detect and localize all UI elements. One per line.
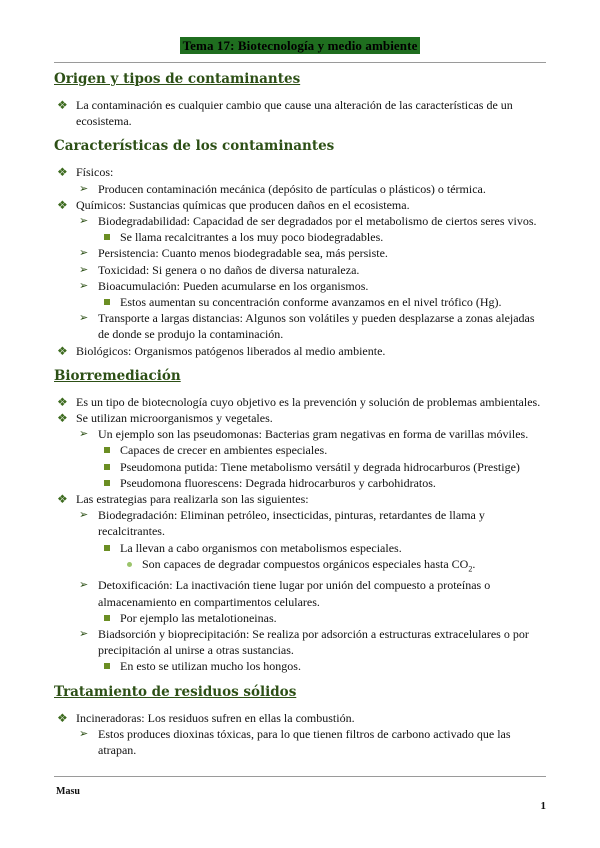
arrowhead-icon: ➢ xyxy=(79,263,89,276)
list-item: ➢ Biodegradabilidad: Capacidad de ser degradados por el metabolismo de ciertos seres vivos. Se llama recalcitrantes a los muy poco biodegradables. xyxy=(76,213,548,245)
top-divider xyxy=(54,62,546,63)
arrowhead-icon: ➢ xyxy=(79,312,89,325)
page-title: Tema 17: Biotecnología y medio ambiente xyxy=(180,37,421,54)
list-item: Estos aumentan su concentración conforme avanzamos en el nivel trófico (Hg). xyxy=(98,294,548,310)
list xyxy=(54,97,548,129)
footer-author: Masu xyxy=(56,786,80,797)
square-icon xyxy=(104,480,110,486)
document-body xyxy=(54,71,548,758)
circle-icon xyxy=(127,562,132,567)
list-item: ❖ Físicos: ➢ Producen contaminación mecánica (depósito de partículas o plásticos) o térmica. xyxy=(54,164,548,196)
arrowhead-icon: ➢ xyxy=(79,247,89,260)
page-number: 1 xyxy=(540,800,546,812)
list-item: ❖ Es un tipo de biotecnología cuyo objetivo es la prevención y solución de problemas ambientales. xyxy=(57,394,541,409)
bottom-divider xyxy=(54,776,546,777)
list-item: ➢ Biadsorción y bioprecipitación: Se realiza por adsorción a estructuras extracelulares o por precipitación al unirse a otras sustancias. En esto se utilizan mucho los hongos. xyxy=(76,626,548,675)
arrowhead-icon: ➢ xyxy=(79,579,89,592)
list xyxy=(54,164,548,358)
list-item: Capaces de crecer en ambientes especiales. xyxy=(98,442,548,458)
square-icon xyxy=(104,615,110,621)
list-item: Son capaces de degradar compuestos orgánicos especiales hasta $CO_2$. xyxy=(120,556,548,578)
square-icon xyxy=(104,464,110,470)
list-item: ❖ Las estrategias para realizarla son las siguientes: ➢ Biodegradación: Eliminan petróleo, insecticidas, pinturas, retardantes de llama y recalcitrantes. La llevan a cabo organismos con metabolismos especiales. Son capaces de degradar compuestos orgánicos especiales hasta $CO_2$. ➢ Detoxificación: La inactivación tiene lugar por unión del compuesto a proteínas o almacenamiento en compartimentos celulares. Por ejemplo las metalotioneinas. ➢ Biadsorción y bioprecipitación: Se realiza por adsorción a estructuras extracelulares o por precipitación al unirse a otras sustancias. En esto se utilizan mucho los hongos. xyxy=(54,491,548,675)
header xyxy=(0,37,600,55)
list-item: ❖ Biológicos: Organismos patógenos liberados al medio ambiente. xyxy=(57,343,386,358)
list-item: ❖ Químicos: Sustancias químicas que producen daños en el ecosistema. ➢ Biodegradabilidad: Capacidad de ser degradados por el metabolismo de ciertos seres vivos. Se llama recalcitrantes a los muy poco biodegradables. ➢ Persistencia: Cuanto menos biodegradable sea, más persiste. ➢ Toxicidad: Si genera o no daños de diversa naturaleza. ➢ Bioacumulación: Pueden acumularse en los organismos. Estos aumentan su concentración conforme avanzamos en el nivel trófico (Hg). ➢ Transporte a largas distancias: Algunos son volátiles y pueden desplazarse a zonas alejadas de donde se produjo la contaminación. xyxy=(54,197,548,343)
list-item: ➢ Persistencia: Cuanto menos biodegradable sea, más persiste. xyxy=(79,246,388,261)
diamond-four-icon: ❖ xyxy=(57,394,68,409)
arrowhead-icon: ➢ xyxy=(79,628,89,641)
list-item: La llevan a cabo organismos con metabolismos especiales. Son capaces de degradar compuestos orgánicos especiales hasta $CO_2$. xyxy=(98,540,548,578)
square-icon xyxy=(104,234,110,240)
section-heading-caracteristicas: Características de los contaminantes xyxy=(54,138,335,155)
list-item: ➢ Producen contaminación mecánica (depósito de partículas o plásticos) o térmica. xyxy=(79,181,486,196)
section-heading-residuos: Tratamiento de residuos sólidos xyxy=(54,683,297,700)
list-item: ➢ Un ejemplo son las pseudomonas: Bacterias gram negativas en forma de varillas móviles. Capaces de crecer en ambientes especiales. Pseudomona putida: Tiene metabolismo versátil y degrada hidrocarburos (Prestige) Pseudomona fluorescens: Degrada hidrocarburos y carbohidratos. xyxy=(76,426,548,491)
list-item: ❖ La contaminación es cualquier cambio que cause una alteración de las características de un ecosistema. xyxy=(57,98,513,129)
diamond-four-icon: ❖ xyxy=(57,165,68,180)
list xyxy=(54,710,548,759)
list-item: En esto se utilizan mucho los hongos. xyxy=(98,658,548,674)
diamond-four-icon: ❖ xyxy=(57,710,68,725)
list xyxy=(54,394,548,675)
list-item: ➢ Bioacumulación: Pueden acumularse en los organismos. Estos aumentan su concentración conforme avanzamos en el nivel trófico (Hg). xyxy=(76,278,548,310)
list-item: Pseudomona fluorescens: Degrada hidrocarburos y carbohidratos. xyxy=(98,475,548,491)
list-item: ➢ Transporte a largas distancias: Algunos son volátiles y pueden desplazarse a zonas alejadas de donde se produjo la contaminación. xyxy=(79,311,535,342)
list-item: ❖ Incineradoras: Los residuos sufren en ellas la combustión. ➢ Estos produces dioxinas tóxicas, para lo que tienen filtros de carbono activado que las atrapan. xyxy=(54,710,548,759)
arrowhead-icon: ➢ xyxy=(79,428,89,441)
list-item: ➢ Estos produces dioxinas tóxicas, para lo que tienen filtros de carbono activado que las atrapan. xyxy=(79,726,511,758)
list-item: ➢ Biodegradación: Eliminan petróleo, insecticidas, pinturas, retardantes de llama y recalcitrantes. La llevan a cabo organismos con metabolismos especiales. Son capaces de degradar compuestos orgánicos especiales hasta $CO_2$. xyxy=(76,507,548,577)
list-item: Se llama recalcitrantes a los muy poco biodegradables. xyxy=(98,229,548,245)
arrowhead-icon: ➢ xyxy=(79,182,89,195)
list-item: ❖ Se utilizan microorganismos y vegetales. ➢ Un ejemplo son las pseudomonas: Bacterias gram negativas en forma de varillas móviles. Capaces de crecer en ambientes especiales. Pseudomona putida: Tiene metabolismo versátil y degrada hidrocarburos (Prestige) Pseudomona fluorescens: Degrada hidrocarburos y carbohidratos. xyxy=(54,410,548,491)
diamond-four-icon: ❖ xyxy=(57,197,68,212)
arrowhead-icon: ➢ xyxy=(79,215,89,228)
diamond-four-icon: ❖ xyxy=(57,492,68,507)
arrowhead-icon: ➢ xyxy=(79,509,89,522)
diamond-four-icon: ❖ xyxy=(57,411,68,426)
square-icon xyxy=(104,545,110,551)
arrowhead-icon: ➢ xyxy=(79,279,89,292)
section-heading-origen: Origen y tipos de contaminantes xyxy=(54,71,301,87)
list-item: ➢ Toxicidad: Si genera o no daños de diversa naturaleza. xyxy=(79,262,360,277)
square-icon xyxy=(104,447,110,453)
list-item: Por ejemplo las metalotioneinas. xyxy=(98,610,548,626)
section-heading-biorremediacion: Biorremediación xyxy=(54,367,181,384)
diamond-four-icon: ❖ xyxy=(57,343,68,358)
square-icon xyxy=(104,299,110,305)
list-item: Pseudomona putida: Tiene metabolismo versátil y degrada hidrocarburos (Prestige) xyxy=(98,459,548,475)
square-icon xyxy=(104,663,110,669)
diamond-four-icon: ❖ xyxy=(57,98,68,112)
list-item: ➢ Detoxificación: La inactivación tiene lugar por unión del compuesto a proteínas o almacenamiento en compartimentos celulares. Por ejemplo las metalotioneinas. xyxy=(76,577,548,626)
arrowhead-icon: ➢ xyxy=(79,727,89,740)
